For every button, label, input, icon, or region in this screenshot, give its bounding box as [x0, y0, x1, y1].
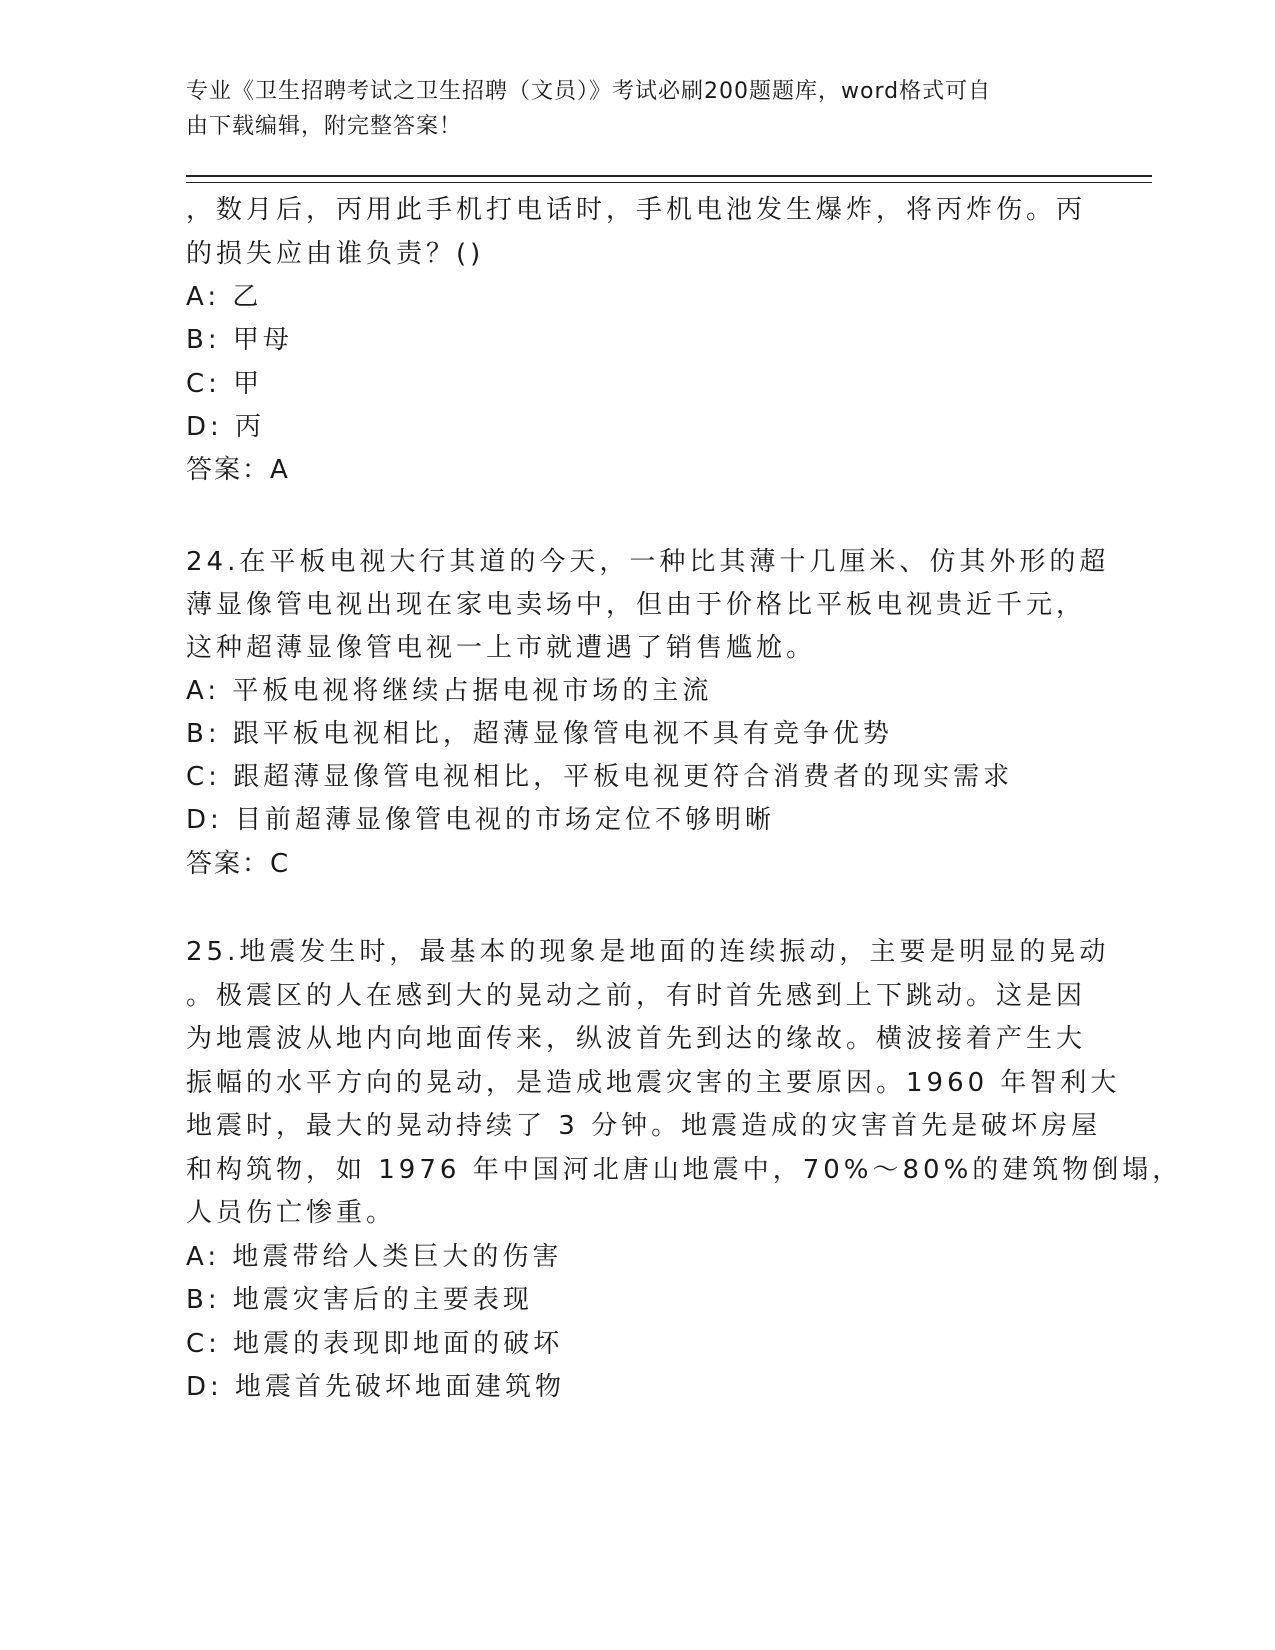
q24-option-b: B: 跟平板电视相比，超薄显像管电视不具有竞争优势	[186, 719, 893, 749]
header-title-line-2: 由下载编辑，附完整答案！	[186, 114, 463, 139]
q23-option-c: C: 甲	[186, 369, 264, 399]
q23-option-a: A: 乙	[186, 282, 263, 312]
q25-text-line-5: 地震时，最大的晃动持续了 3 分钟。地震造成的灾害首先是破坏房屋	[186, 1111, 1102, 1141]
q23-text-line-2: 的损失应由谁负责？()	[186, 239, 485, 269]
header-title-line-1: 专业《卫生招聘考试之卫生招聘（文员）》考试必刷200题题库，word格式可自	[186, 79, 992, 104]
q24-answer: 答案：C	[186, 849, 291, 879]
q23-option-d: D: 丙	[186, 412, 266, 442]
q25-text-line-1: 25.地震发生时，最基本的现象是地面的连续振动，主要是明显的晃动	[186, 937, 1110, 967]
q24-option-d: D: 目前超薄显像管电视的市场定位不够明晰	[186, 805, 776, 835]
q25-option-b: B: 地震灾害后的主要表现	[186, 1285, 533, 1315]
q25-option-a: A: 地震带给人类巨大的伤害	[186, 1242, 563, 1272]
q24-text-line-1: 24.在平板电视大行其道的今天，一种比其薄十几厘米、仿其外形的超	[186, 547, 1110, 577]
q25-text-line-4: 振幅的水平方向的晃动，是造成地震灾害的主要原因。1960 年智利大	[186, 1068, 1121, 1098]
q25-text-line-2: 。极震区的人在感到大的晃动之前，有时首先感到上下跳动。这是因	[186, 981, 1087, 1011]
q24-option-c: C: 跟超薄显像管电视相比，平板电视更符合消费者的现实需求	[186, 762, 1014, 792]
q24-text-line-2: 薄显像管电视出现在家电卖场中，但由于价格比平板电视贵近千元，	[186, 590, 1087, 620]
q23-answer: 答案：A	[186, 455, 290, 485]
q23-option-b: B: 甲母	[186, 325, 293, 355]
q25-option-c: C: 地震的表现即地面的破坏	[186, 1329, 564, 1359]
q25-text-line-6: 和构筑物，如 1976 年中国河北唐山地震中，70%～80%的建筑物倒塌，	[186, 1155, 1183, 1185]
q25-option-d: D: 地震首先破坏地面建筑物	[186, 1372, 566, 1402]
document-header	[186, 74, 1066, 144]
header-divider-thick	[186, 175, 1152, 177]
q24-text-line-3: 这种超薄显像管电视一上市就遭遇了销售尴尬。	[186, 633, 817, 663]
q24-option-a: A: 平板电视将继续占据电视市场的主流	[186, 676, 713, 706]
header-divider-thin	[186, 182, 1152, 183]
q25-text-line-7: 人员伤亡惨重。	[186, 1198, 397, 1228]
q25-text-line-3: 为地震波从地内向地面传来，纵波首先到达的缘故。横波接着产生大	[186, 1024, 1087, 1054]
q23-text-line-1: ，数月后，丙用此手机打电话时，手机电池发生爆炸，将丙炸伤。丙	[186, 195, 1087, 225]
